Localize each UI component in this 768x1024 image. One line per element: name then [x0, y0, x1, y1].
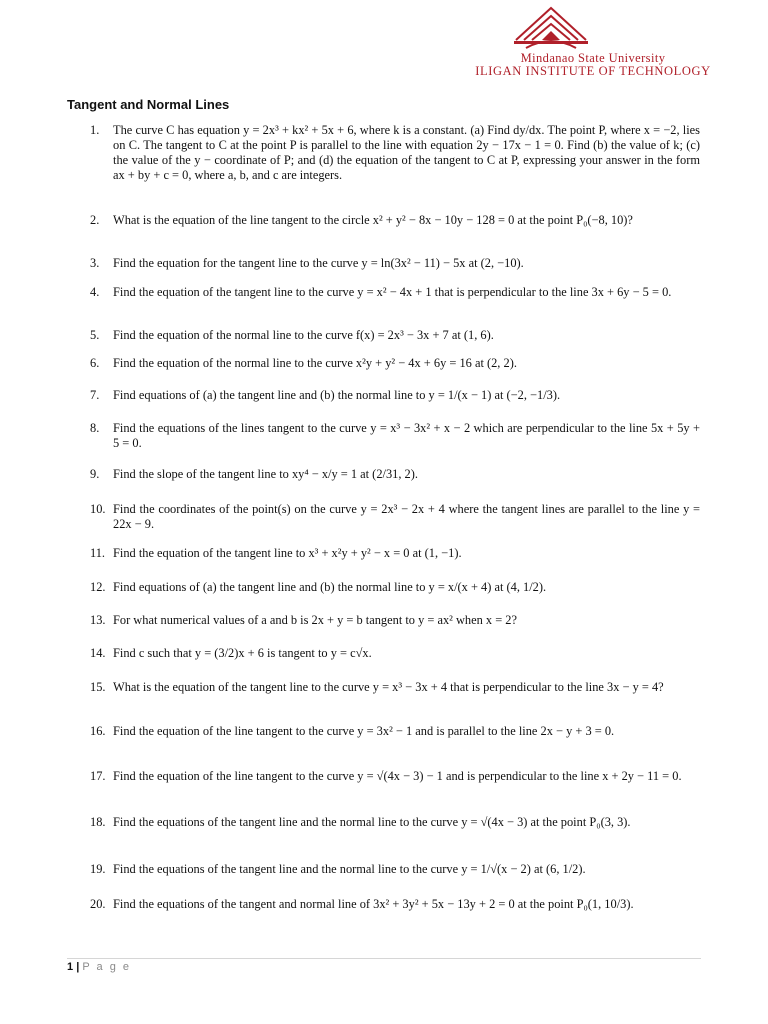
problem-4: 4. Find the equation of the tangent line to the curve y = x² − 4x + 1 that is perpendicular to the line 3x + 6y − 5 = 0. — [90, 285, 672, 299]
problem-8: 8. Find the equations of the lines tangent to the curve y = x³ − 3x² + x − 2 which are perpendicular to the line 5x + 5y + 5 = 0. — [90, 421, 700, 450]
page-number: 1 — [67, 961, 74, 973]
problem-16: 16. Find the equation of the line tangent to the curve y = 3x² − 1 and is parallel to the line 2x − y + 3 = 0. — [90, 724, 615, 738]
problem-1: 1. The curve C has equation y = 2x³ + kx² + 5x + 6, where k is a constant. (a) Find dy/dx. The point P, where x = −2, lies on C. The tangent to C at the point P is parallel to the line with equation 2y − 17x − 1 = 0. Find (b) the value of k; (c) the value of the y − coordinate of P; and (d) the equation of the tangent to C at P, expressing your answer in the form ax + by + c = 0, where a, b, and c are integers. — [90, 123, 700, 182]
problem-6: 6. Find the equation of the normal line to the curve x²y + y² − 4x + 6y = 16 at (2, 2). — [90, 356, 517, 370]
university-header — [433, 52, 753, 77]
problem-13: 13. For what numerical values of a and b is 2x + y = b tangent to y = ax² when x = 2? — [90, 613, 517, 627]
footer-separator: | — [76, 961, 83, 973]
page-footer — [67, 961, 131, 973]
problem-2: 2. What is the equation of the line tangent to the circle x² + y² − 8x − 10y − 128 = 0 at the point P₀(−8, 10)? — [90, 213, 633, 227]
problem-18: 18. Find the equations of the tangent line and the normal line to the curve y = √(4x − 3) at the point P₀(3, 3). — [90, 815, 631, 829]
problem-19: 19. Find the equations of the tangent line and the normal line to the curve y = 1/√(x − 2) at (6, 1/2). — [90, 862, 586, 876]
problem-11: 11. Find the equation of the tangent line to x³ + x²y + y² − x = 0 at (1, −1). — [90, 546, 462, 560]
university-name: Mindanao State University — [520, 51, 666, 65]
problem-7: 7. Find equations of (a) the tangent line and (b) the normal line to y = 1/(x − 1) at (−2, −1/3). — [90, 388, 561, 402]
page-label: P a g e — [82, 961, 131, 973]
problem-12: 12. Find equations of (a) the tangent line and (b) the normal line to y = x/(x + 4) at (4, 1/2). — [90, 580, 547, 594]
problem-5: 5. Find the equation of the normal line to the curve f(x) = 2x³ − 3x + 7 at (1, 6). — [90, 328, 494, 342]
problem-17: 17. Find the equation of the line tangent to the curve y = √(4x − 3) − 1 and is perpendicular to the line x + 2y − 11 = 0. — [90, 769, 682, 783]
problem-3: 3. Find the equation for the tangent line to the curve y = ln(3x² − 11) − 5x at (2, −10). — [90, 256, 524, 270]
problem-9: 9. Find the slope of the tangent line to xy⁴ − x/y = 1 at (2/31, 2). — [90, 467, 418, 481]
section-title: Tangent and Normal Lines — [67, 97, 230, 112]
problem-15: 15. What is the equation of the tangent line to the curve y = x³ − 3x + 4 that is perpendicular to the line 3x − y = 4? — [90, 680, 664, 694]
problem-14: 14. Find c such that y = (3/2)x + 6 is tangent to y = c√x. — [90, 646, 372, 660]
university-logo — [512, 4, 590, 52]
problem-10: 10. Find the coordinates of the point(s) on the curve y = 2x³ − 2x + 4 where the tangent lines are parallel to the line y = 22x − 9. — [90, 502, 700, 531]
problem-20: 20. Find the equations of the tangent and normal line of 3x² + 3y² + 5x − 13y + 2 = 0 at the point P₀(1, 10/3). — [90, 897, 634, 911]
footer-divider — [67, 958, 701, 959]
institute-name: ILIGAN INSTITUTE OF TECHNOLOGY — [475, 63, 711, 78]
